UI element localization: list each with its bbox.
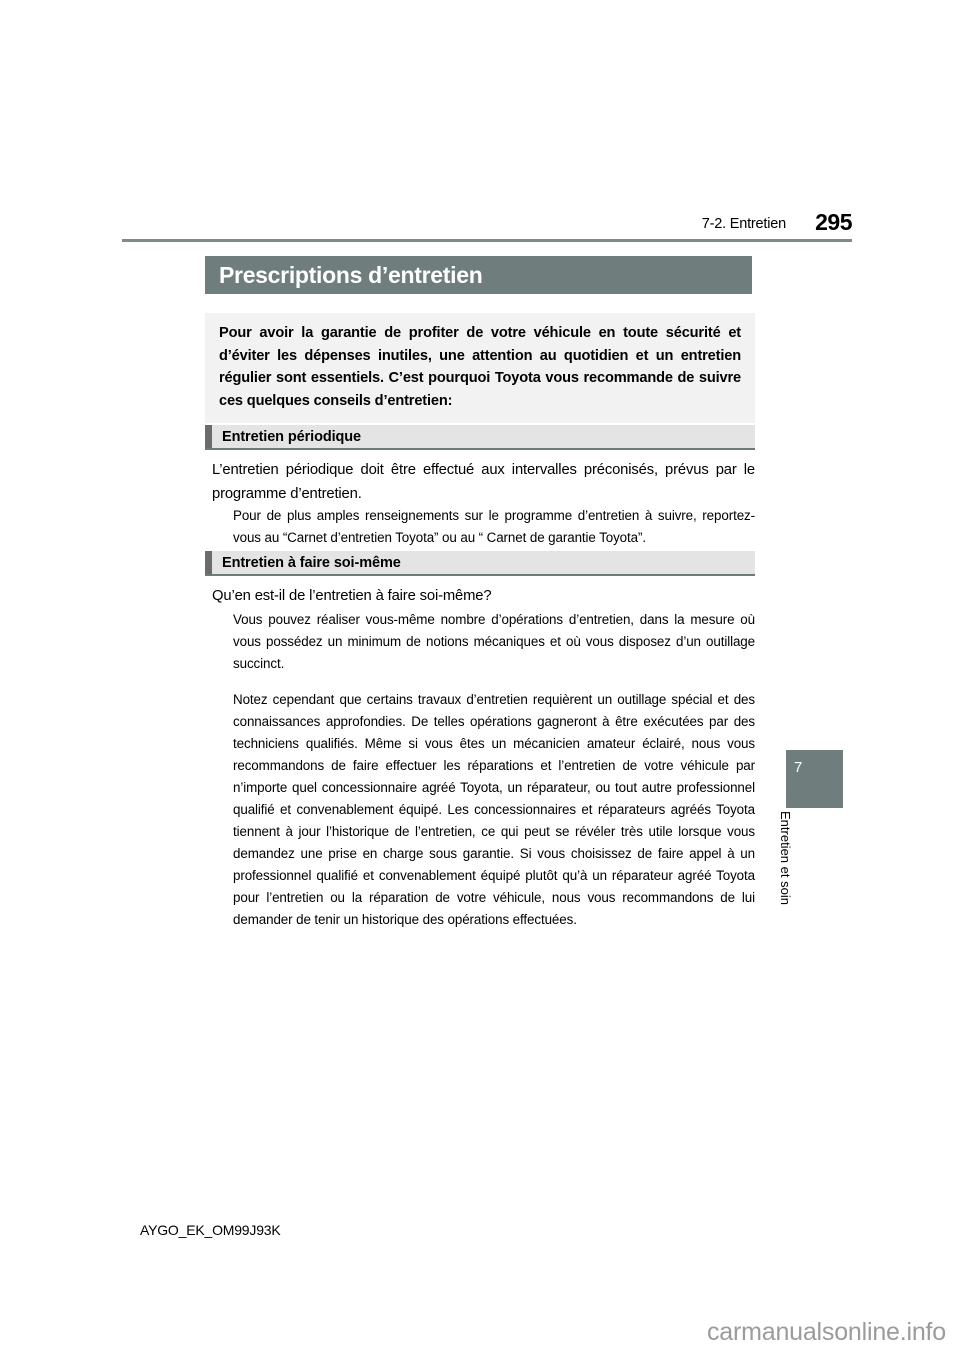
- running-head-section: 7-2. Entretien: [701, 215, 786, 232]
- page-number: 295: [815, 209, 852, 235]
- section-body-entretien-periodique: [233, 505, 755, 549]
- intro-text: Pour avoir la garantie de profiter de votre véhicule en toute sécurité et d’éviter les dépenses inutiles, une attention au quotidien et un entretien régulier sont essentiels. C’est pourquoi Toyota vous recommande de suivre ces quelques conseils d’entretien:: [219, 325, 741, 409]
- section-lead-entretien-soi-meme: Qu’en est-il de l’entretien à faire soi-même?: [212, 588, 492, 604]
- section-marker-icon: [205, 551, 212, 574]
- section-marker-icon: [205, 425, 212, 448]
- header-rule: [122, 239, 852, 242]
- paragraph: Pour de plus amples renseignements sur le programme d’entretien à suivre, reportez-vous au “Carnet d’entretien Toyota” ou au “ Carnet de garantie Toyota”.: [233, 508, 755, 545]
- document-code: AYGO_EK_OM99J93K: [140, 1222, 281, 1238]
- chapter-thumb-label: Entretien et soin: [778, 811, 793, 905]
- section-header-entretien-periodique: [205, 425, 755, 450]
- paragraph: Notez cependant que certains travaux d’entretien requièrent un outillage spécial et des connaissances approfondies. De telles opérations gagneront à être exécutées par des techniciens qualifiés. Même si vous êtes un mécanicien amateur éclairé, nous vous recommandons de faire effectuer les réparations et l’entretien de votre véhicule par n’importe quel concessionnaire agréé Toyota, un réparateur, ou tout autre professionnel qualifié et convenablement équipé. Les concessionnaires et réparateurs agréés Toyota tiennent à jour l’historique de l’entretien, ce qui peut se révéler très utile lorsque vous demandez une prise en charge sous garantie. Si vous choisissez de faire appel à un professionnel qualifié et convenablement équipé plutôt qu’à un réparateur agréé Toyota pour l’entretien ou la réparation de votre véhicule, nous vous recommandons de lui demander de tenir un historique des opérations effectuées.: [233, 692, 755, 927]
- site-watermark: carmanualsonline.info: [706, 1318, 946, 1346]
- section-header-entretien-soi-meme: [205, 551, 755, 576]
- chapter-title-band: [205, 256, 752, 294]
- intro-callout: [205, 313, 755, 423]
- page-title: Prescriptions d’entretien: [219, 261, 483, 288]
- chapter-thumb-tab: [786, 750, 843, 808]
- section-lead-entretien-periodique: L’entretien périodique doit être effectué aux intervalles préconisés, prévus par le programme d’entretien.: [212, 462, 755, 502]
- section-title: Entretien à faire soi-même: [222, 554, 401, 571]
- paragraph: Vous pouvez réaliser vous-même nombre d’opérations d’entretien, dans la mesure où vous possédez un minimum de notions mécaniques et où vous disposez d’un outillage succinct.: [233, 612, 755, 671]
- chapter-number: 7: [794, 759, 803, 776]
- section-body-entretien-soi-meme: [233, 609, 755, 931]
- section-title: Entretien périodique: [222, 428, 361, 445]
- running-head: [122, 210, 852, 234]
